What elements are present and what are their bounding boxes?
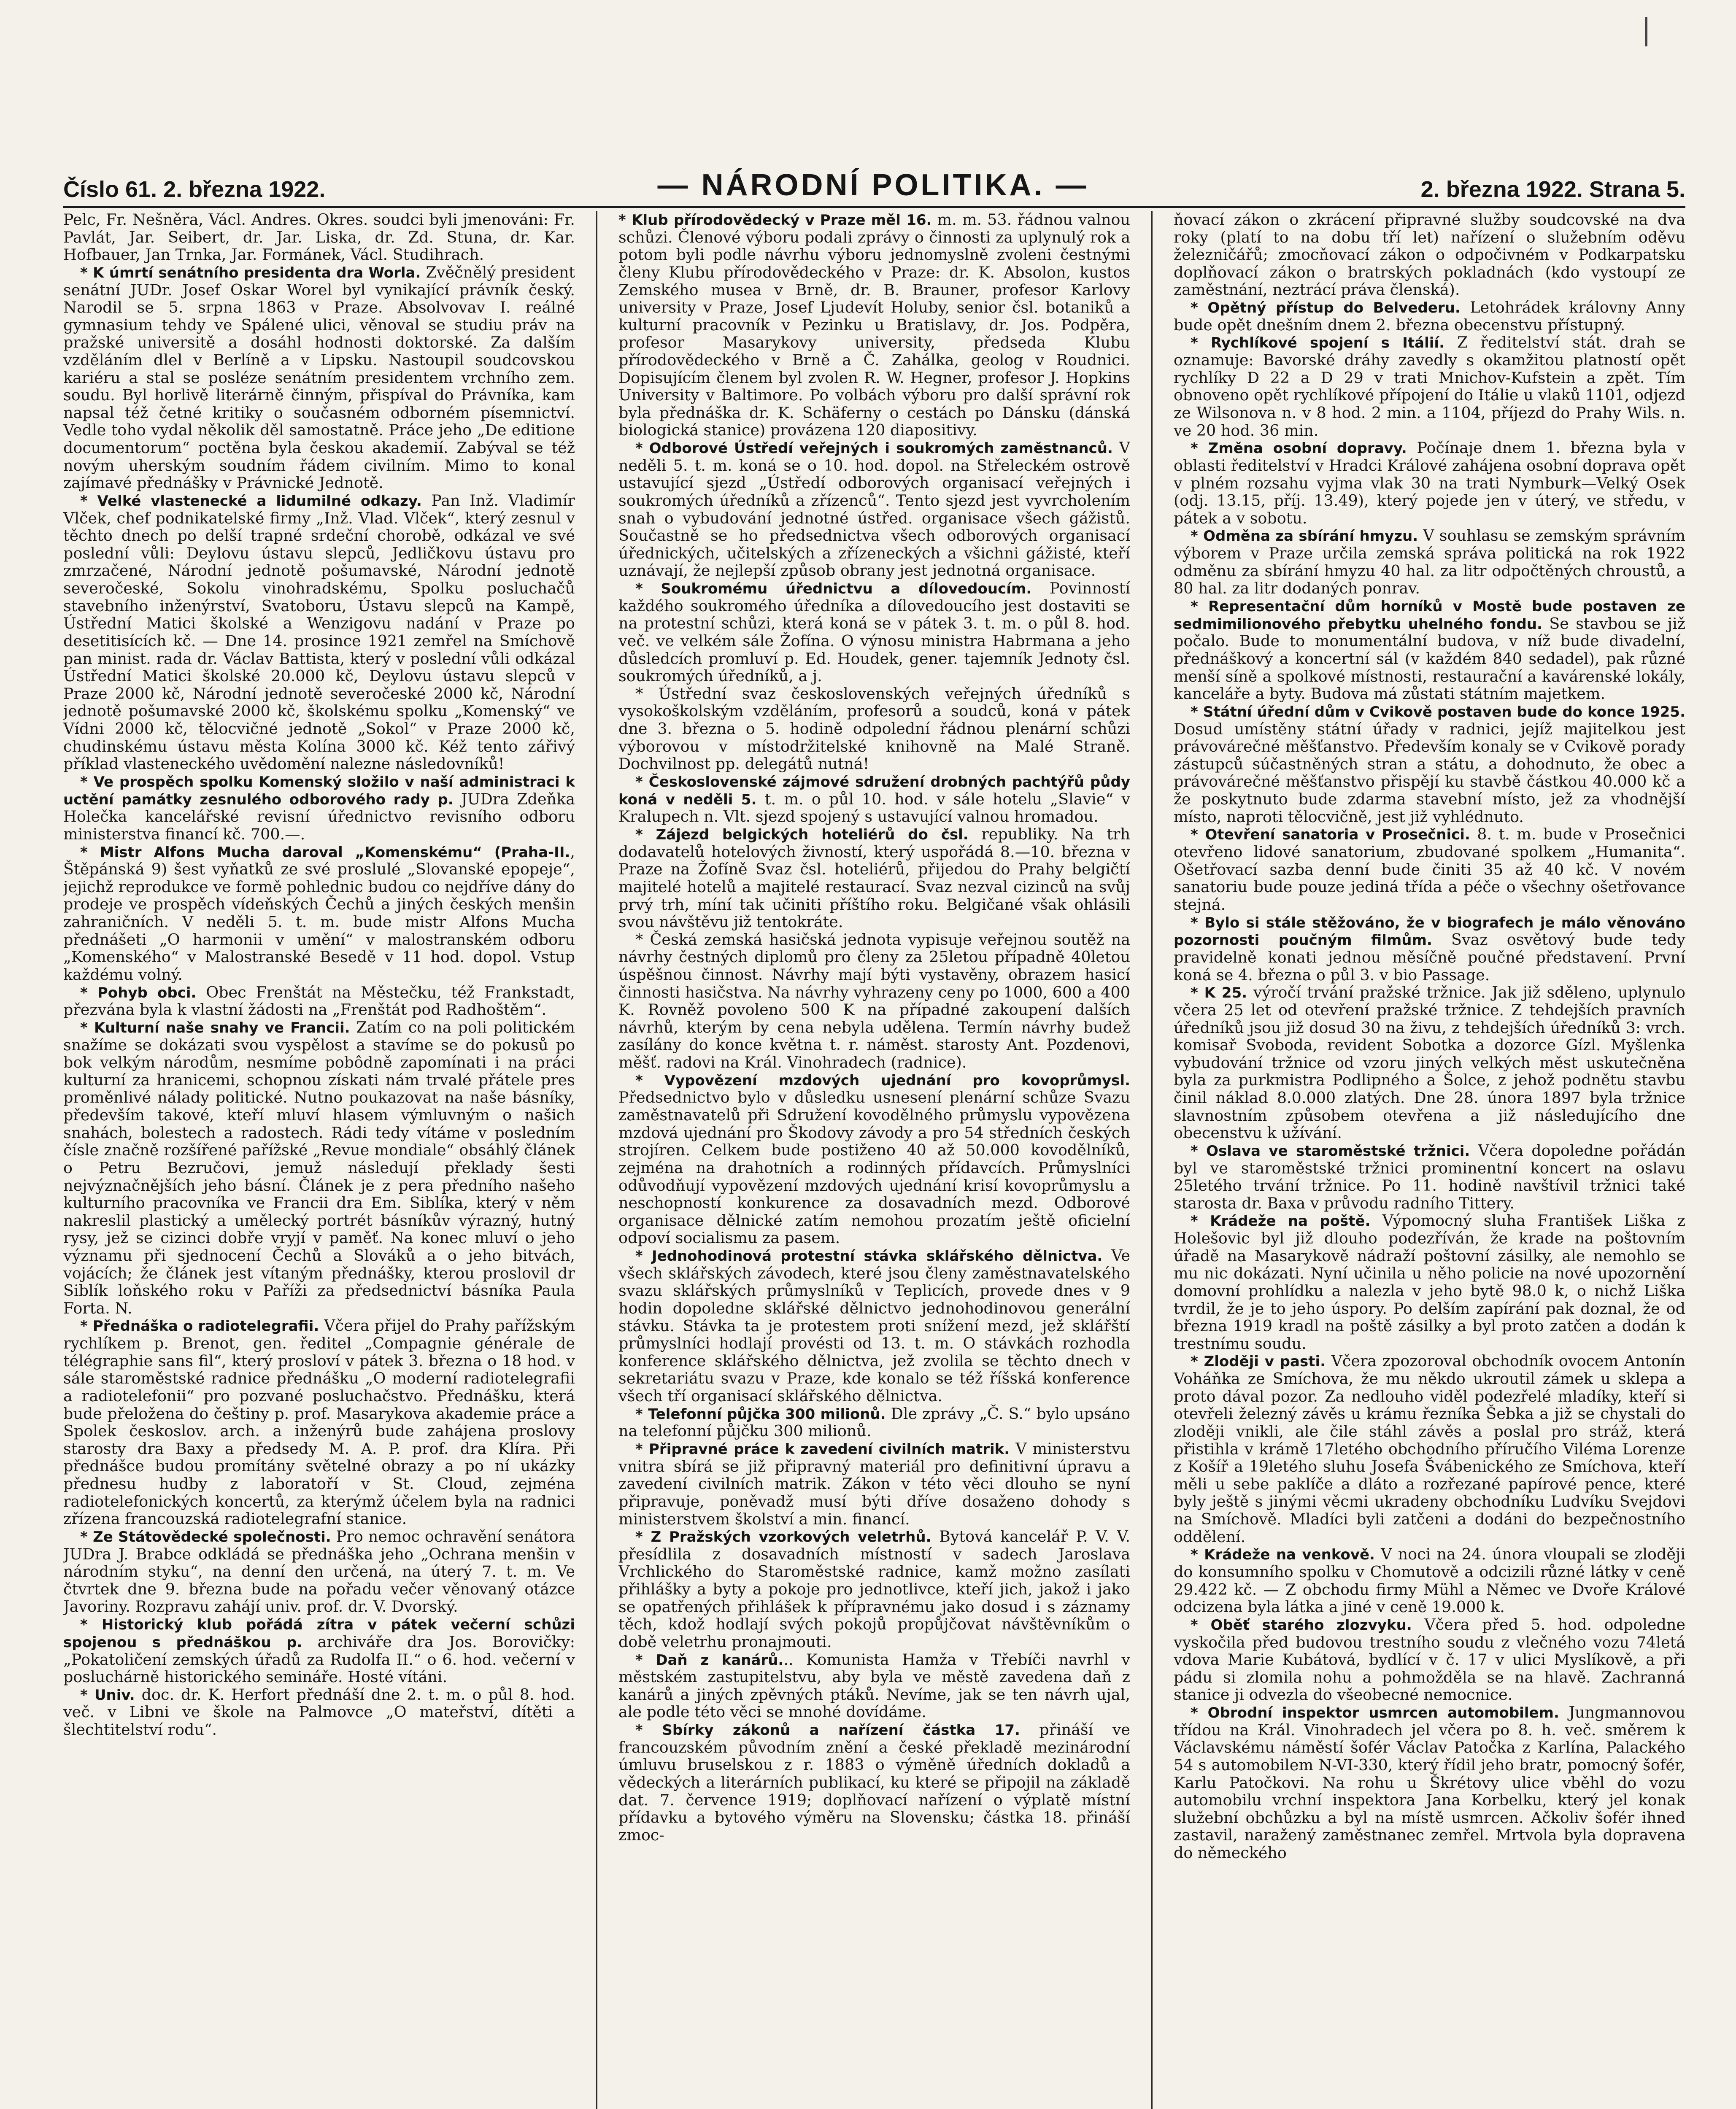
- article-paragraph: * Z Pražských vzorkových veletrhů. Bytová kancelář P. V. V. přesídlila z dosavadních místností v sadech Jaroslava Vrchlického do Staroměstské radnice, kamž možno zasílati přihlášky a byty a pokoje pro jednotlivce, kteří jich, jakož i jako se opatřených přihlášek k přípravnému jako dosud i s záznamy těch, kdož hodlají svých pokojů propůjčovat návštěvníkům o době veletrhu pronajmouti.: [618, 1527, 1130, 1651]
- article-headline: * Krádeže na venkově.: [1191, 1546, 1375, 1564]
- article-headline: * Mistr Alfons Mucha daroval „Komenskému“ (Praha-II.: [80, 844, 570, 861]
- article-paragraph: * Rychlíkové spojení s Itálií. Z ředitelství stát. drah se oznamuje: Bavorské dráhy zavedly s okamžitou platností opět rychlíky D 22 a D 29 v trati Mnichov-Kufstein a zpět. Tím obnoveno opět rychlíkové přípojení do Itálie u vlaků 1101, odjezd ze Wilsonova n. v 8 hod. 2 min. a 1104, příjezd do Prahy Wils. n. ve 20 hod. 36 min.: [1174, 333, 1685, 440]
- article-paragraph: * Velké vlastenecké a lidumilné odkazy. Pan Inž. Vladimír Vlček, chef podnikatelské firmy „Inž. Vlad. Vlček“, který zesnul v těchto dnech po delší trapné srdeční chorobě, odkázal ve své poslední vůli: Deylovu ústavu slepců, Jedličkovu ústavu pro zmrzačené, Národní jednotě pošumavské, Národní jednotě severočeské, Sokolu vinohradskému, Spolku posluchačů stavebního inženýrství, Svatoboru, Ústavu slepců na Kampě, Ústřední Matici školské a Wenzigovu nadání v Praze po desetitisících kč. — Dne 14. prosince 1921 zemřel na Smíchově pan minist. rada dr. Václav Battista, který v poslední vůli odkázal Ústřední Matici školské 20.000 kč, Deylovu ústavu slepců v Praze 2000 kč, Národní jednotě severočeské 2000 kč, Národní jednotě pošumavské 2000 kč, školskému spolku „Komenský“ ve Vídni 2000 kč, tělocvičné jednotě „Sokol“ v Praze 2000 kč, chudinskému ústavu města Kolína 3000 kč. Kéž tento zářivý příklad vlasteneckého uvědomění nalezne následovníků!: [63, 491, 575, 773]
- article-paragraph: * Česká zemská hasičská jednota vypisuje veřejnou soutěž na návrhy čestných diplomů pro členy za 25letou případně 40letou úspěšnou činnost. Návrhy mají býti vystavěny, obrazem hasicí činnosti hasičstva. Na návrhy vyhrazeny ceny po 1000, 600 a 400 K. Rovněž povoleno 500 K na případné zakoupení dalších návrhů, kterým by cena nebyla udělena. Termín návrhy budež zasílány do konce května t. r. náměst. starosty Ant. Pozdenovi, měšť. radovi na Král. Vinohradech (radnice).: [618, 930, 1130, 1072]
- article-paragraph: * Zloději v pasti. Včera zpozoroval obchodník ovocem Antonín Voháňka ze Smíchova, že mu někdo ukroutil zámek u sklepa a proto dával pozor. Za nedlouho viděl podezřelé mladíky, kteří si otevřeli železný závěs u krámu řezníka Šebka a již se chystali do zloději vnikli, ale čile stáhl závěs a poslal pro stráž, která přistihla v krámě 17letého obchodního příručího Viléma Lorenze z Košíř a 19letého sluhu Josefa Švábenického ze Smíchova, kteří měli u sebe paklíče a dláto a rozřezané papírové pence, které byly ještě s jinými věcmi ukradeny obchodníku Ludvíku Svejdovi na Smíchově. Mladíci byli zatčeni a dodáni do bezpečnostního oddělení.: [1174, 1352, 1685, 1546]
- article-headline: * Univ.: [80, 1686, 135, 1704]
- article-paragraph: * K úmrtí senátního presidenta dra Worla. Zvěčnělý president senátní JUDr. Josef Oskar Worel byl vynikající právník český. Narodil se 5. srpna 1863 v Praze. Absolvovav I. reálné gymnasium tehdy ve Spálené ulici, věnoval se studiu práv na pražské universitě a dosáhl hodnosti doktorské. Za dalším vzděláním dlel v Berlíně a v Lipsku. Nastoupil soudcovskou kariéru a stal se posléze senátním presidentem vrchního zem. soudu. Byl horlivě literárně činným, přispíval do Právníka, kam napsal též četné kritiky o současném odborném písemnictví. Vedle toho vydal několik děl samostatně. Práce jeho „De editione documentorum“ poctěna byla českou akademií. Zabýval se též novým uherským soudním řádem civilním. Mimo to konal zajímavé přednášky v Právnické Jednotě.: [63, 263, 575, 492]
- article-headline: * Kulturní naše snahy ve Francii.: [80, 1019, 350, 1036]
- article-paragraph: * Univ. doc. dr. K. Herfort přednáší dne 2. t. m. o půl 8. hod. več. v Libni ve škole na Palmovce „O mateřství, dítěti a šlechtitelství rodu“.: [63, 1685, 575, 1739]
- page-number: 2. března 1922. Strana 5.: [1420, 177, 1685, 202]
- article-paragraph: * Klub přírodovědecký v Praze měl 16. m. m. 53. řádnou valnou schůzi. Členové výboru podali zprávy o činnosti za uplynulý rok a potom byli podle návrhu výboru jednomyslně zvoleni čestnými členy Klubu přírodovědeckého v Praze: dr. K. Absolon, kustos Zemského musea v Brně, dr. B. Brauner, profesor Karlovy university v Praze, Josef Ljudevít Holuby, senior čsl. botaniků a kulturní pracovník v Pezinku u Bratislavy, dr. Jos. Podpěra, profesor Masarykovy university, předseda Klubu přírodovědeckého v Brně a Č. Zahálka, geolog v Roudnici. Dopisujícím členem byl zvolen R. W. Hegner, profesor J. Hopkins University v Baltimore. Po volbách výboru pro další správní rok byla přednáška dr. K. Schäferny o cestách po Dánsku (dánská biologická stanice) provázena 120 diapositivy.: [618, 211, 1130, 440]
- article-headline: * Jednohodinová protestní stávka sklářského dělnictva.: [635, 1247, 1103, 1265]
- article-headline: * Odměna za sbírání hmyzu.: [1191, 528, 1418, 545]
- article-headline: * Sbírky zákonů a nařízení částka 17.: [635, 1722, 1020, 1739]
- article-paragraph: * Krádeže na poště. Výpomocný sluha František Liška z Holešovic byl již dlouho podezříván, že krade na poštovním úřadě na Masarykově nádraží poštovní zásilky, ale nemohlo se mu nic dokázati. Nyní učinila u něho policie na nové upozornění domovní prohlídku a nalezla v jeho bytě 98.0 k, o nichž Liška tvrdil, že je to jeho úspory. Po delším zapírání pak doznal, že od března 1919 kradl na poště zásilky a byl proto zatčen a dodán k trestnímu soudu.: [1174, 1211, 1685, 1353]
- article-paragraph: * Změna osobní dopravy. Počínaje dnem 1. března byla v oblasti ředitelství v Hradci Králové zahájena osobní doprava opět v plném rozsahu vyjma vlak 30 na trati Nymburk—Velký Osek (odj. 13.15, příj. 13.49), který pojede jen v úterý, ve středu, v pátek a v sobotu.: [1174, 439, 1685, 527]
- article-paragraph: ňovací zákon o zkrácení připravné služby soudcovské na dva roky (platí to na dobu tří let) nařízení o služebním oděvu železničářů; zmocňovací zákon o odpočivném v Podkarpatsku doplňovací zákon o bratrských pokladnách (kdo vystoupí ze zaměstnání, neztrácí práva členská).: [1174, 211, 1685, 299]
- article-headline: * Vypovězení mzdových ujednání pro kovoprůmysl.: [635, 1072, 1130, 1089]
- article-paragraph: * Representační dům horníků v Mostě bude postaven ze sedmimilionového přebytku uhelného fondu. Se stavbou se již počalo. Bude to monumentální budova, v níž bude divadelní, přednáškový a koncertní sál (v každém 840 sedadel), pak různé menší síně a spolkové místnosti, restaurační a kavárenské lokály, kanceláře a byty. Budova má zůstati státním majetkem.: [1174, 598, 1685, 703]
- article-headline: * Změna osobní dopravy.: [1191, 440, 1407, 457]
- article-headline: * Československé zájmové sdružení drobných pachtýřů půdy koná v neděli 5.: [618, 773, 1130, 808]
- article-paragraph: * Obrodní inspektor usmrcen automobilem. Jungmannovou třídou na Král. Vinohradech jel včera po 8. h. več. směrem k Václavskému náměstí šofér Václav Patočka z Karlína, Palackého 54 s automobilem N-VI-330, který řídil jeho bratr, pomocný šofér, Karlu Patočkovi. Na rohu u Škrétovy ulice vběhl do vozu automobilu vrchní inspektora Jana Korbelku, který jel konak služební obchůzku a byl na místě usmrcen. Ačkoliv šofér ihned zastavil, naražený zaměstnanec zemřel. Mrtvola byla dopravena do německého: [1174, 1703, 1685, 1862]
- article-headline: * Oslava ve staroměstské tržnici.: [1191, 1142, 1470, 1160]
- article-headline: * Zájezd belgických hoteliérů do čsl.: [635, 826, 969, 844]
- masthead-title: — NÁRODNÍ POLITIKA. —: [657, 168, 1089, 202]
- article-paragraph: * Ve prospěch spolku Komenský složilo v naší administraci k uctění památky zesnulého odborového rady p. JUDra Zdeňka Holečka kancelářské revisní úřednictvo revisního odboru ministerstva financí kč. 700.—.: [63, 773, 575, 843]
- article-paragraph: * Historický klub pořádá zítra v pátek večerní schůzi spojenou s přednáškou p. archiváře dra Jos. Borovičky: „Pokatoličení zemských úřadů za Rudolfa II.“ o 6. hod. večerní v posluchárně historického semináře. Hosté vítáni.: [63, 1616, 575, 1686]
- page-header: [63, 169, 1685, 202]
- article-paragraph: * Státní úřední dům v Cvikově postaven bude do konce 1925. Dosud umístěny státní úřady v radnici, jejíž majitelkou jest právovárečné měšťanstvo. Především konaly se v Cvikově porady zástupců súčastněných stran a státu, a dohodnuto, že obec a právovárečné měšťanstvo přispějí ku stavbě částkou 40.000 kč a že poskytnuto bude zdarma stavební místo, jež za vhodnější místo, naproti tělocvičně, jest již vyhlédnuto.: [1174, 703, 1685, 826]
- article-paragraph: * Krádeže na venkově. V noci na 24. února vloupali se zloději do konsumního spolku v Chomutově a odcizili různé látky v ceně 29.422 kč. — Z obchodu firmy Mühl a Němec ve Dvoře Králové odcizena byla látka a jiné v ceně 19.000 k.: [1174, 1545, 1685, 1616]
- article-paragraph: * Daň z kanárů... Komunista Hamža v Třebíči navrhl v městském zastupitelstvu, aby byla ve městě zavedena daň z kanárů a jiných zpěvných ptáků. Nevíme, jak se ten návrh ujal, ale podle této věci se mnohé dovídáme.: [618, 1650, 1130, 1721]
- article-paragraph: * Vypovězení mzdových ujednání pro kovoprůmysl. Předsednictvo bylo v důsledku usnesení plenární schůze Svazu zaměstnavatelů při Sdružení kovodělného průmyslu vypovězena mzdová ujednání pro Škodovy závody a pro 54 středních českých strojíren. Celkem bude postiženo 40 až 50.000 kovodělníků, zejména na drahotních a rodinných přídavcích. Průmyslníci odůvodňují vypovězení mzdových ujednání krisí kovoprůmyslu a neschopností konkurence za dosavadních mezd. Odborové organisace dělnické zatím nemohou prozatím ještě oficielní odpoví socialismu za pasem.: [618, 1072, 1130, 1247]
- article-paragraph: * Odborové Ústředí veřejných i soukromých zaměstnanců. V neděli 5. t. m. koná se o 10. hod. dopol. na Střeleckém ostrově ustavující sjezd „Ústředí odborových organisací veřejných i soukromých úředníků a zřízenců“. Tento sjezd jest vyvrcholením snah o vybudování jednotné ústřed. organisace všech gážistů. Součastně se ho předsednictva všech odborových organisací úřednických, učitelských a zřízeneckých a všichni gážisté, kteří uznávají, že nejlepší způsob obrany jest jednotná organisace.: [618, 439, 1130, 580]
- article-headline: * Daň z kanárů.: [635, 1651, 784, 1669]
- article-paragraph: * Bylo si stále stěžováno, že v biografech je málo věnováno pozornosti poučným filmům. Svaz osvětový bude tedy pravidelně konati jednou měsíčně poučné představení. První koná se 4. března o půl 3. v bio Passage.: [1174, 914, 1685, 984]
- article-paragraph: * K 25. výročí trvání pražské tržnice. Jak již sděleno, uplynulo včera 25 let od otevření pražské tržnice. Z tehdejších pravních úředníků jsou již dosud 30 na živu, z tehdejších úředníků 3: vrch. komisař Svoboda, revident Sobotka a dozorce Gízl. Myšlenka vybudování tržnice od vzoru jiných velkých měst uskutečněna byla za purkmistra Podlipného a Šolce, z jehož podnětu stavbu činil náklad 8.0.000 zlatých. Dne 28. února 1897 byla tržnice slavnostním způsobem otevřena a již následujícího dne obecenstvu k užívání.: [1174, 983, 1685, 1142]
- scan-mark: [1645, 17, 1656, 46]
- article-paragraph: * Otevření sanatoria v Prosečnici. 8. t. m. bude v Prosečnici otevřeno lidové sanatorium, zbudované spolkem „Humanita“. Ošetřovací sazba denní bude činiti 35 až 40 kč. V novém sanatoriu bude pouze jediná třída a péče o všechny ošetřovance stejná.: [1174, 825, 1685, 914]
- article-paragraph: * Telefonní půjčka 300 milionů. Dle zprávy „Č. S.“ bylo upsáno na telefonní půjčku 300 milionů.: [618, 1404, 1130, 1440]
- article-headline: * Rychlíkové spojení s Itálií.: [1191, 334, 1444, 352]
- article-headline: * Zloději v pasti.: [1191, 1353, 1326, 1370]
- article-headline: * Obrodní inspektor usmrcen automobilem.: [1191, 1704, 1559, 1722]
- article-headline: * Soukromému úřednictvu a dílovedoucím.: [635, 580, 1032, 598]
- article-headline: * Připravné práce k zavedení civilních matrik.: [635, 1440, 1010, 1458]
- article-paragraph: * Pohyb obci. Obec Frenštát na Městečku, též Frankstadt, přezvána byla k vlastní žádosti na „Frenštát pod Radhoštěm“.: [63, 983, 575, 1019]
- article-headline: * Přednáška o radiotelegrafii.: [80, 1318, 319, 1335]
- issue-number: Číslo 61. 2. března 1922.: [63, 177, 326, 202]
- article-headline: * Velké vlastenecké a lidumilné odkazy.: [80, 492, 422, 510]
- article-paragraph: * Mistr Alfons Mucha daroval „Komenskému“ (Praha-II., Štěpánská 9) šest vyňatků ze své proslulé „Slovanské epopeje“, jejichž reprodukce ve formě pohlednic budou co nejdříve dány do prodeje ve prospěch vídeňských Čechů a jiných českých menšin zahraničních. V neděli 5. t. m. bude mistr Alfons Mucha přednášeti „O harmonii v umění“ v malostranském odboru „Komenského“ v Malostranské Besedě v 11 hod. dopol. Vstup každému volný.: [63, 842, 575, 984]
- article-headline: * Krádeže na poště.: [1191, 1213, 1371, 1230]
- column-1: [63, 211, 575, 2109]
- column-divider: [1151, 211, 1153, 2109]
- article-paragraph: * Kulturní naše snahy ve Francii. Zatím co na poli politickém snažíme se dokázati svou vyspělost a stavíme se do pokusů po bok velkým národům, nesmíme pobôdně zapomínati i na práci kulturní za hranicemi, schopnou získati nám trvalé přátele pres proměnlivé nálady politické. Nutno poukazovat na naše básníky, především takové, kteří mluví hlasem výmluvným o našich snahách, bolestech a radostech. Rádi tedy vítáme v posledním čísle značně rozšířené pařížské „Revue mondiale“ obsáhlý článek o Petru Bezručovi, jemuž následují překlady šesti nejvýznačnějších jeho básní. Článek je z pera předního našeho kulturního pracovníka ve Francii dra Em. Siblíka, který v něm nakreslil plastický a umělecký portrét básníkův výrazný, hutný rysy, jež se cizinci dobře vryjí v paměť. Na konec mluví o jeho významu při sjednocení Čechů a Slováků a o jeho bitvách, vojácích; že článek jest vítaným přednášky, kterou proslovil dr Siblík loňského roku v Paříži za předsednictví básníka Paula Forta. N.: [63, 1018, 575, 1317]
- article-headline: * Odborové Ústředí veřejných i soukromých zaměstnanců.: [635, 440, 1113, 457]
- column-3: [1174, 211, 1685, 2109]
- article-paragraph: * Připravné práce k zavedení civilních matrik. V ministerstvu vnitra sbírá se již připravný materiál pro definitivní úpravu a zavedení civilních matrik. Zákon v této věci dlouho se nyní připravuje, poněvadž musí býti dříve dosaženo dohody s ministerstvem školství a min. financí.: [618, 1439, 1130, 1528]
- article-paragraph: * Ze Státovědecké společnosti. Pro nemoc ochravění senátora JUDra J. Brabce odkládá se přednáška jeho „Ochrana menšin v národním styku“, na denní den určená, na úterý 7. t. m. Ve čtvrtek dne 9. března bude na pořadu večer věnovaný otázce Javoriny. Rozpravu zahájí univ. prof. dr. V. Dvorský.: [63, 1527, 575, 1616]
- article-paragraph: * Oběť starého zlozvyku. Včera před 5. hod. odpoledne vyskočila před budovou trestního soudu z vlečného vozu 74letá vdova Marie Kubátová, bydlící v č. 17 v ulici Myslíkově, a při pádu si zlomila nohu a pohmožděla se na hlavě. Zachranná stanice ji odvezla do všeobecné nemocnice.: [1174, 1615, 1685, 1704]
- article-paragraph: Pelc, Fr. Nešněra, Václ. Andres. Okres. soudci byli jmenováni: Fr. Pavlát, Jar. Seibert, dr. Jar. Liska, dr. Zd. Stuna, dr. Kar. Hofbauer, Jan Trnka, Jar. Formánek, Václ. Studihrach.: [63, 211, 575, 264]
- article-paragraph: * Sbírky zákonů a nařízení částka 17. přináší ve francouzském původním znění a české překladě mezinárodní úmluvu bruselskou z r. 1883 o výměně úředních dokladů a vědeckých a literárních publikací, ku které se připojil na základě dat. 7. července 1919; doplňovací nařízení o výplatě místní přídavku a bytového výměru na Slovensku; částka 18. přináší zmoc-: [618, 1721, 1130, 1844]
- article-headline: * Ze Státovědecké společnosti.: [80, 1528, 331, 1545]
- article-headline: * Pohyb obci.: [80, 984, 197, 1001]
- article-headline: * K 25.: [1191, 984, 1247, 1002]
- article-paragraph: * Odměna za sbírání hmyzu. V souhlasu se zemským správním výborem v Praze určila zemská správa politická na rok 1922 odměnu za sbírání hmyzu 40 hal. za litr odpočtěných chroustů, a 80 hal. za litr dodaných ponrav.: [1174, 526, 1685, 598]
- article-headline: * K úmrtí senátního presidenta dra Worla.: [80, 264, 421, 281]
- article-paragraph: * Přednáška o radiotelegrafii. Včera přijel do Prahy pařížským rychlíkem p. Brenot, gen. ředitel „Compagnie générale de télégraphie sans fil“, který prosloví v pátek 3. března o 18 hod. v sále staroměstské radnice přednášku „O moderní radiotelegrafii a radiotelefonii“ pro pozvané posluchačstvo. Přednášku, která bude přeložena do češtiny p. prof. Masarykova akademie práce a Spolek českoslov. arch. a inženýrů bude zahájena proslovy starosty dra Baxy a předsedy M. A. P. prof. dra Klíra. Při přednášce budou promítány světelné obrazy a po ní ukázky přednesu hudby z laboratoří v St. Cloud, zejména radiotelefonických koncertů, za kterýmž účelem byla na radnici zřízena francouzská radiotelegrafní stanice.: [63, 1316, 575, 1528]
- article-paragraph: * Československé zájmové sdružení drobných pachtýřů půdy koná v neděli 5. t. m. o půl 10. hod. v sále hotelu „Slavie“ v Kralupech n. Vlt. sjezd spojený s ustavující valnou hromadou.: [618, 773, 1130, 826]
- column-divider: [596, 211, 597, 2109]
- article-columns: [63, 211, 1685, 2109]
- article-paragraph: * Ústřední svaz československých veřejných úředníků s vysokoškolským vzděláním, profesorů a soudců, koná v pátek dne 3. března o 5. hodině odpolední řádnou plenární schůzi výborovou v místodržitelské knihovně na Malé Straně. Dochvilnost pp. delegátů nutná!: [618, 684, 1130, 773]
- article-headline: * Státní úřední dům v Cvikově postaven bude do konce 1925.: [1191, 703, 1685, 720]
- article-paragraph: * Zájezd belgických hoteliérů do čsl. republiky. Na trh dodavatelů hotelových živností, který uspořádá 8.—10. března v Praze na Žofíně Svaz čsl. hoteliérů, přijedou do Prahy belgičtí majitelé hotelů a majitelé restaurací. Svaz nezval cizinců na svůj prvý trh, míní tak učiniti příštího roku. Belgičané však ohlásili svou návštěvu již tentokráte.: [618, 825, 1130, 931]
- article-paragraph: * Jednohodinová protestní stávka sklářského dělnictva. Ve všech sklářských závodech, které jsou členy zaměstnavatelského svazu sklářských průmyslníků v Teplicích, provede dnes v 9 hodin dopoledne sklářské dělnictvo jednohodinovou generální stávku. Stávka ta je protestem proti snížení mezd, jež sklářští průmyslníci hodlají provésti od 13. t. m. O stávkách rozhodla konference sklářského dělnictva, jež zvolila se těchto dnech v sekretariátu svazu v Praze, kde konalo se též říšská konference všech tří organisací sklářského dělnictva.: [618, 1246, 1130, 1405]
- article-headline: * Oběť starého zlozvyku.: [1191, 1616, 1412, 1634]
- article-paragraph: * Opětný přístup do Belvederu. Letohrádek královny Anny bude opět dnešním dnem 2. března obecenstvu přístupný.: [1174, 298, 1685, 334]
- article-headline: * Telefonní půjčka 300 milionů.: [635, 1405, 886, 1423]
- article-headline: * Ve prospěch spolku Komenský složilo v naší administraci k uctění památky zesnulého odborového rady p.: [63, 773, 575, 808]
- article-headline: * Historický klub pořádá zítra v pátek večerní schůzi spojenou s přednáškou p.: [63, 1616, 575, 1651]
- article-headline: * Representační dům horníků v Mostě bude postaven ze sedmimilionového přebytku uhelného fondu.: [1174, 598, 1685, 633]
- article-headline: * Z Pražských vzorkových veletrhů.: [635, 1529, 931, 1546]
- article-headline: * Otevření sanatoria v Prosečnici.: [1191, 826, 1470, 844]
- column-2: [618, 211, 1130, 2109]
- article-paragraph: * Soukromému úřednictvu a dílovedoucím. Povinností každého soukromého úředníka a dílovedoucího jest dostaviti se na protestní schůzi, která koná se v pátek 3. t. m. o půl 8. hod. več. ve velkém sále Žofína. O výnosu ministra Habrmana a jeho důsledcích promluví p. Ed. Houdek, gener. tajemník Jednoty čsl. soukromých úředníků, a j.: [618, 579, 1130, 685]
- article-headline: * Klub přírodovědecký v Praze měl 16.: [618, 212, 932, 229]
- article-headline: * Opětný přístup do Belvederu.: [1191, 299, 1461, 317]
- article-paragraph: * Oslava ve staroměstské tržnici. Včera dopoledne pořádán byl ve staroměstské tržnici prominentní koncert na oslavu 25letého trvání tržnice. Po 11. hodině navštívil tržnici také starosta dr. Baxa v průvodu radního Tittery.: [1174, 1141, 1685, 1212]
- header-rule: [63, 206, 1685, 208]
- article-headline: * Bylo si stále stěžováno, že v biografech je málo věnováno pozornosti poučným filmům.: [1174, 914, 1685, 949]
